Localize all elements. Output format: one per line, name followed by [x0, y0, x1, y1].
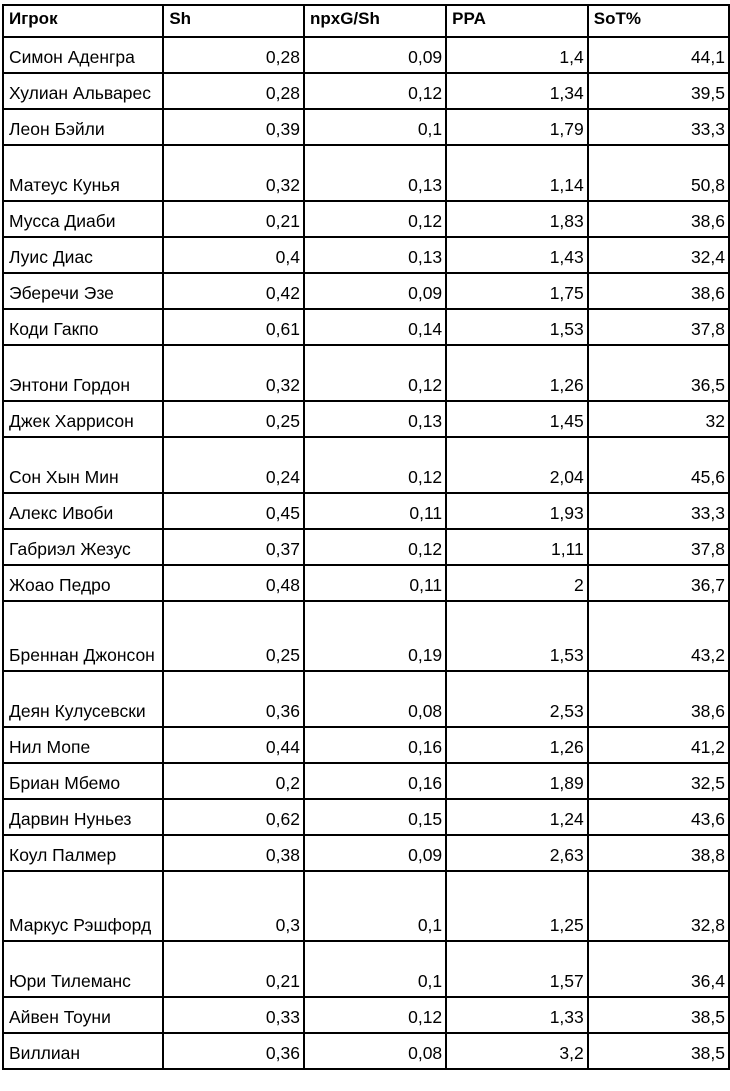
table-row [3, 763, 729, 799]
sot-pct-cell[interactable]: 39,5 [588, 73, 729, 109]
sh-cell[interactable]: 0,24 [163, 437, 304, 493]
ppa-cell[interactable]: 1,57 [446, 941, 588, 997]
header-npxg-sh[interactable]: npxG/Sh [304, 5, 446, 37]
sot-pct-cell[interactable]: 38,5 [588, 1033, 729, 1069]
sot-pct-cell[interactable]: 43,6 [588, 799, 729, 835]
sot-pct-cell[interactable]: 44,1 [588, 37, 729, 73]
player-name-cell[interactable]: Коди Гакпо [3, 309, 163, 345]
table-row [3, 601, 729, 671]
player-name-cell[interactable]: Деян Кулусевски [3, 671, 163, 727]
header-sh[interactable]: Sh [163, 5, 304, 37]
sh-cell[interactable]: 0,37 [163, 529, 304, 565]
sh-cell[interactable]: 0,4 [163, 237, 304, 273]
table-row [3, 871, 729, 941]
ppa-cell[interactable]: 2,63 [446, 835, 588, 871]
ppa-cell[interactable]: 1,14 [446, 145, 588, 201]
table-row [3, 727, 729, 763]
npxg-sh-cell[interactable]: 0,12 [304, 997, 446, 1033]
sh-cell[interactable]: 0,33 [163, 997, 304, 1033]
npxg-sh-cell[interactable]: 0,19 [304, 601, 446, 671]
sh-cell[interactable]: 0,28 [163, 37, 304, 73]
player-name-cell[interactable]: Эберечи Эзе [3, 273, 163, 309]
ppa-cell[interactable]: 1,26 [446, 345, 588, 401]
table-header-row [3, 5, 729, 37]
ppa-cell[interactable]: 1,83 [446, 201, 588, 237]
table-row [3, 345, 729, 401]
sh-cell[interactable]: 0,3 [163, 871, 304, 941]
sh-cell[interactable]: 0,36 [163, 1033, 304, 1069]
sh-cell[interactable]: 0,28 [163, 73, 304, 109]
player-name-cell[interactable]: Маркус Рэшфорд [3, 871, 163, 941]
header-ppa[interactable]: PPA [446, 5, 588, 37]
sot-pct-cell[interactable]: 32,8 [588, 871, 729, 941]
sh-cell[interactable]: 0,42 [163, 273, 304, 309]
ppa-cell[interactable]: 1,43 [446, 237, 588, 273]
table-row [3, 437, 729, 493]
player-name-cell[interactable]: Юри Тилеманс [3, 941, 163, 997]
sh-cell[interactable]: 0,21 [163, 201, 304, 237]
table-row [3, 1033, 729, 1069]
npxg-sh-cell[interactable]: 0,15 [304, 799, 446, 835]
player-name-cell[interactable]: Мусса Диаби [3, 201, 163, 237]
ppa-cell[interactable]: 2,53 [446, 671, 588, 727]
player-name-cell[interactable]: Бреннан Джонсон [3, 601, 163, 671]
table-row [3, 565, 729, 601]
table-row [3, 941, 729, 997]
npxg-sh-cell[interactable]: 0,1 [304, 941, 446, 997]
sot-pct-cell[interactable]: 36,4 [588, 941, 729, 997]
sot-pct-cell[interactable]: 45,6 [588, 437, 729, 493]
sot-pct-cell[interactable]: 43,2 [588, 601, 729, 671]
table-row [3, 201, 729, 237]
sh-cell[interactable]: 0,25 [163, 401, 304, 437]
sot-pct-cell[interactable]: 32,5 [588, 763, 729, 799]
ppa-cell[interactable]: 2,04 [446, 437, 588, 493]
header-sot-pct[interactable]: SoT% [588, 5, 729, 37]
ppa-cell[interactable]: 1,4 [446, 37, 588, 73]
player-name-cell[interactable]: Энтони Гордон [3, 345, 163, 401]
ppa-cell[interactable]: 1,34 [446, 73, 588, 109]
player-name-cell[interactable]: Коул Палмер [3, 835, 163, 871]
npxg-sh-cell[interactable]: 0,1 [304, 871, 446, 941]
ppa-cell[interactable]: 1,79 [446, 109, 588, 145]
sh-cell[interactable]: 0,2 [163, 763, 304, 799]
npxg-sh-cell[interactable]: 0,14 [304, 309, 446, 345]
sot-pct-cell[interactable]: 41,2 [588, 727, 729, 763]
player-name-cell[interactable]: Жоао Педро [3, 565, 163, 601]
sh-cell[interactable]: 0,21 [163, 941, 304, 997]
table-row [3, 835, 729, 871]
sh-cell[interactable]: 0,61 [163, 309, 304, 345]
npxg-sh-cell[interactable]: 0,12 [304, 345, 446, 401]
sot-pct-cell[interactable]: 38,6 [588, 201, 729, 237]
sh-cell[interactable]: 0,44 [163, 727, 304, 763]
ppa-cell[interactable]: 2 [446, 565, 588, 601]
player-name-cell[interactable]: Луис Диас [3, 237, 163, 273]
npxg-sh-cell[interactable]: 0,16 [304, 763, 446, 799]
sot-pct-cell[interactable]: 38,5 [588, 997, 729, 1033]
sh-cell[interactable]: 0,32 [163, 345, 304, 401]
sh-cell[interactable]: 0,45 [163, 493, 304, 529]
table-row [3, 73, 729, 109]
sh-cell[interactable]: 0,32 [163, 145, 304, 201]
npxg-sh-cell[interactable]: 0,08 [304, 671, 446, 727]
table-row [3, 145, 729, 201]
player-name-cell[interactable]: Симон Аденгра [3, 37, 163, 73]
ppa-cell[interactable]: 1,75 [446, 273, 588, 309]
ppa-cell[interactable]: 1,11 [446, 529, 588, 565]
sh-cell[interactable]: 0,62 [163, 799, 304, 835]
sot-pct-cell[interactable]: 38,8 [588, 835, 729, 871]
sot-pct-cell[interactable]: 36,5 [588, 345, 729, 401]
player-name-cell[interactable]: Леон Бэйли [3, 109, 163, 145]
table-row [3, 529, 729, 565]
sot-pct-cell[interactable]: 38,6 [588, 671, 729, 727]
table-row [3, 309, 729, 345]
player-name-cell[interactable]: Нил Мопе [3, 727, 163, 763]
sot-pct-cell[interactable]: 32 [588, 401, 729, 437]
player-name-cell[interactable]: Матеус Кунья [3, 145, 163, 201]
npxg-sh-cell[interactable]: 0,11 [304, 493, 446, 529]
ppa-cell[interactable]: 1,25 [446, 871, 588, 941]
ppa-cell[interactable]: 1,33 [446, 997, 588, 1033]
sot-pct-cell[interactable]: 32,4 [588, 237, 729, 273]
ppa-cell[interactable]: 1,93 [446, 493, 588, 529]
sh-cell[interactable]: 0,36 [163, 671, 304, 727]
player-name-cell[interactable]: Бриан Мбемо [3, 763, 163, 799]
table-row [3, 997, 729, 1033]
npxg-sh-cell[interactable]: 0,13 [304, 237, 446, 273]
header-player[interactable]: Игрок [3, 5, 163, 37]
player-name-cell[interactable]: Джек Харрисон [3, 401, 163, 437]
table-row [3, 37, 729, 73]
table-row [3, 671, 729, 727]
npxg-sh-cell[interactable]: 0,08 [304, 1033, 446, 1069]
npxg-sh-cell[interactable]: 0,11 [304, 565, 446, 601]
ppa-cell[interactable]: 3,2 [446, 1033, 588, 1069]
npxg-sh-cell[interactable]: 0,13 [304, 145, 446, 201]
npxg-sh-cell[interactable]: 0,12 [304, 73, 446, 109]
sot-pct-cell[interactable]: 50,8 [588, 145, 729, 201]
sh-cell[interactable]: 0,38 [163, 835, 304, 871]
ppa-cell[interactable]: 1,24 [446, 799, 588, 835]
table-row [3, 401, 729, 437]
sh-cell[interactable]: 0,39 [163, 109, 304, 145]
ppa-cell[interactable]: 1,53 [446, 601, 588, 671]
npxg-sh-cell[interactable]: 0,12 [304, 529, 446, 565]
npxg-sh-cell[interactable]: 0,12 [304, 437, 446, 493]
table-row [3, 273, 729, 309]
sot-pct-cell[interactable]: 37,8 [588, 529, 729, 565]
player-name-cell[interactable]: Айвен Тоуни [3, 997, 163, 1033]
npxg-sh-cell[interactable]: 0,09 [304, 37, 446, 73]
sot-pct-cell[interactable]: 37,8 [588, 309, 729, 345]
ppa-cell[interactable]: 1,89 [446, 763, 588, 799]
npxg-sh-cell[interactable]: 0,16 [304, 727, 446, 763]
player-stats-table [2, 4, 730, 1070]
player-name-cell[interactable]: Дарвин Нуньез [3, 799, 163, 835]
table-row [3, 109, 729, 145]
table-row [3, 799, 729, 835]
player-name-cell[interactable]: Алекс Ивоби [3, 493, 163, 529]
ppa-cell[interactable]: 1,26 [446, 727, 588, 763]
npxg-sh-cell[interactable]: 0,09 [304, 835, 446, 871]
sh-cell[interactable]: 0,48 [163, 565, 304, 601]
npxg-sh-cell[interactable]: 0,13 [304, 401, 446, 437]
ppa-cell[interactable]: 1,45 [446, 401, 588, 437]
sot-pct-cell[interactable]: 36,7 [588, 565, 729, 601]
sot-pct-cell[interactable]: 38,6 [588, 273, 729, 309]
npxg-sh-cell[interactable]: 0,1 [304, 109, 446, 145]
table-row [3, 493, 729, 529]
npxg-sh-cell[interactable]: 0,09 [304, 273, 446, 309]
npxg-sh-cell[interactable]: 0,12 [304, 201, 446, 237]
table-row [3, 237, 729, 273]
ppa-cell[interactable]: 1,53 [446, 309, 588, 345]
player-name-cell[interactable]: Сон Хын Мин [3, 437, 163, 493]
sh-cell[interactable]: 0,25 [163, 601, 304, 671]
player-name-cell[interactable]: Габриэл Жезус [3, 529, 163, 565]
player-name-cell[interactable]: Хулиан Альварес [3, 73, 163, 109]
sot-pct-cell[interactable]: 33,3 [588, 109, 729, 145]
player-name-cell[interactable]: Виллиан [3, 1033, 163, 1069]
sot-pct-cell[interactable]: 33,3 [588, 493, 729, 529]
